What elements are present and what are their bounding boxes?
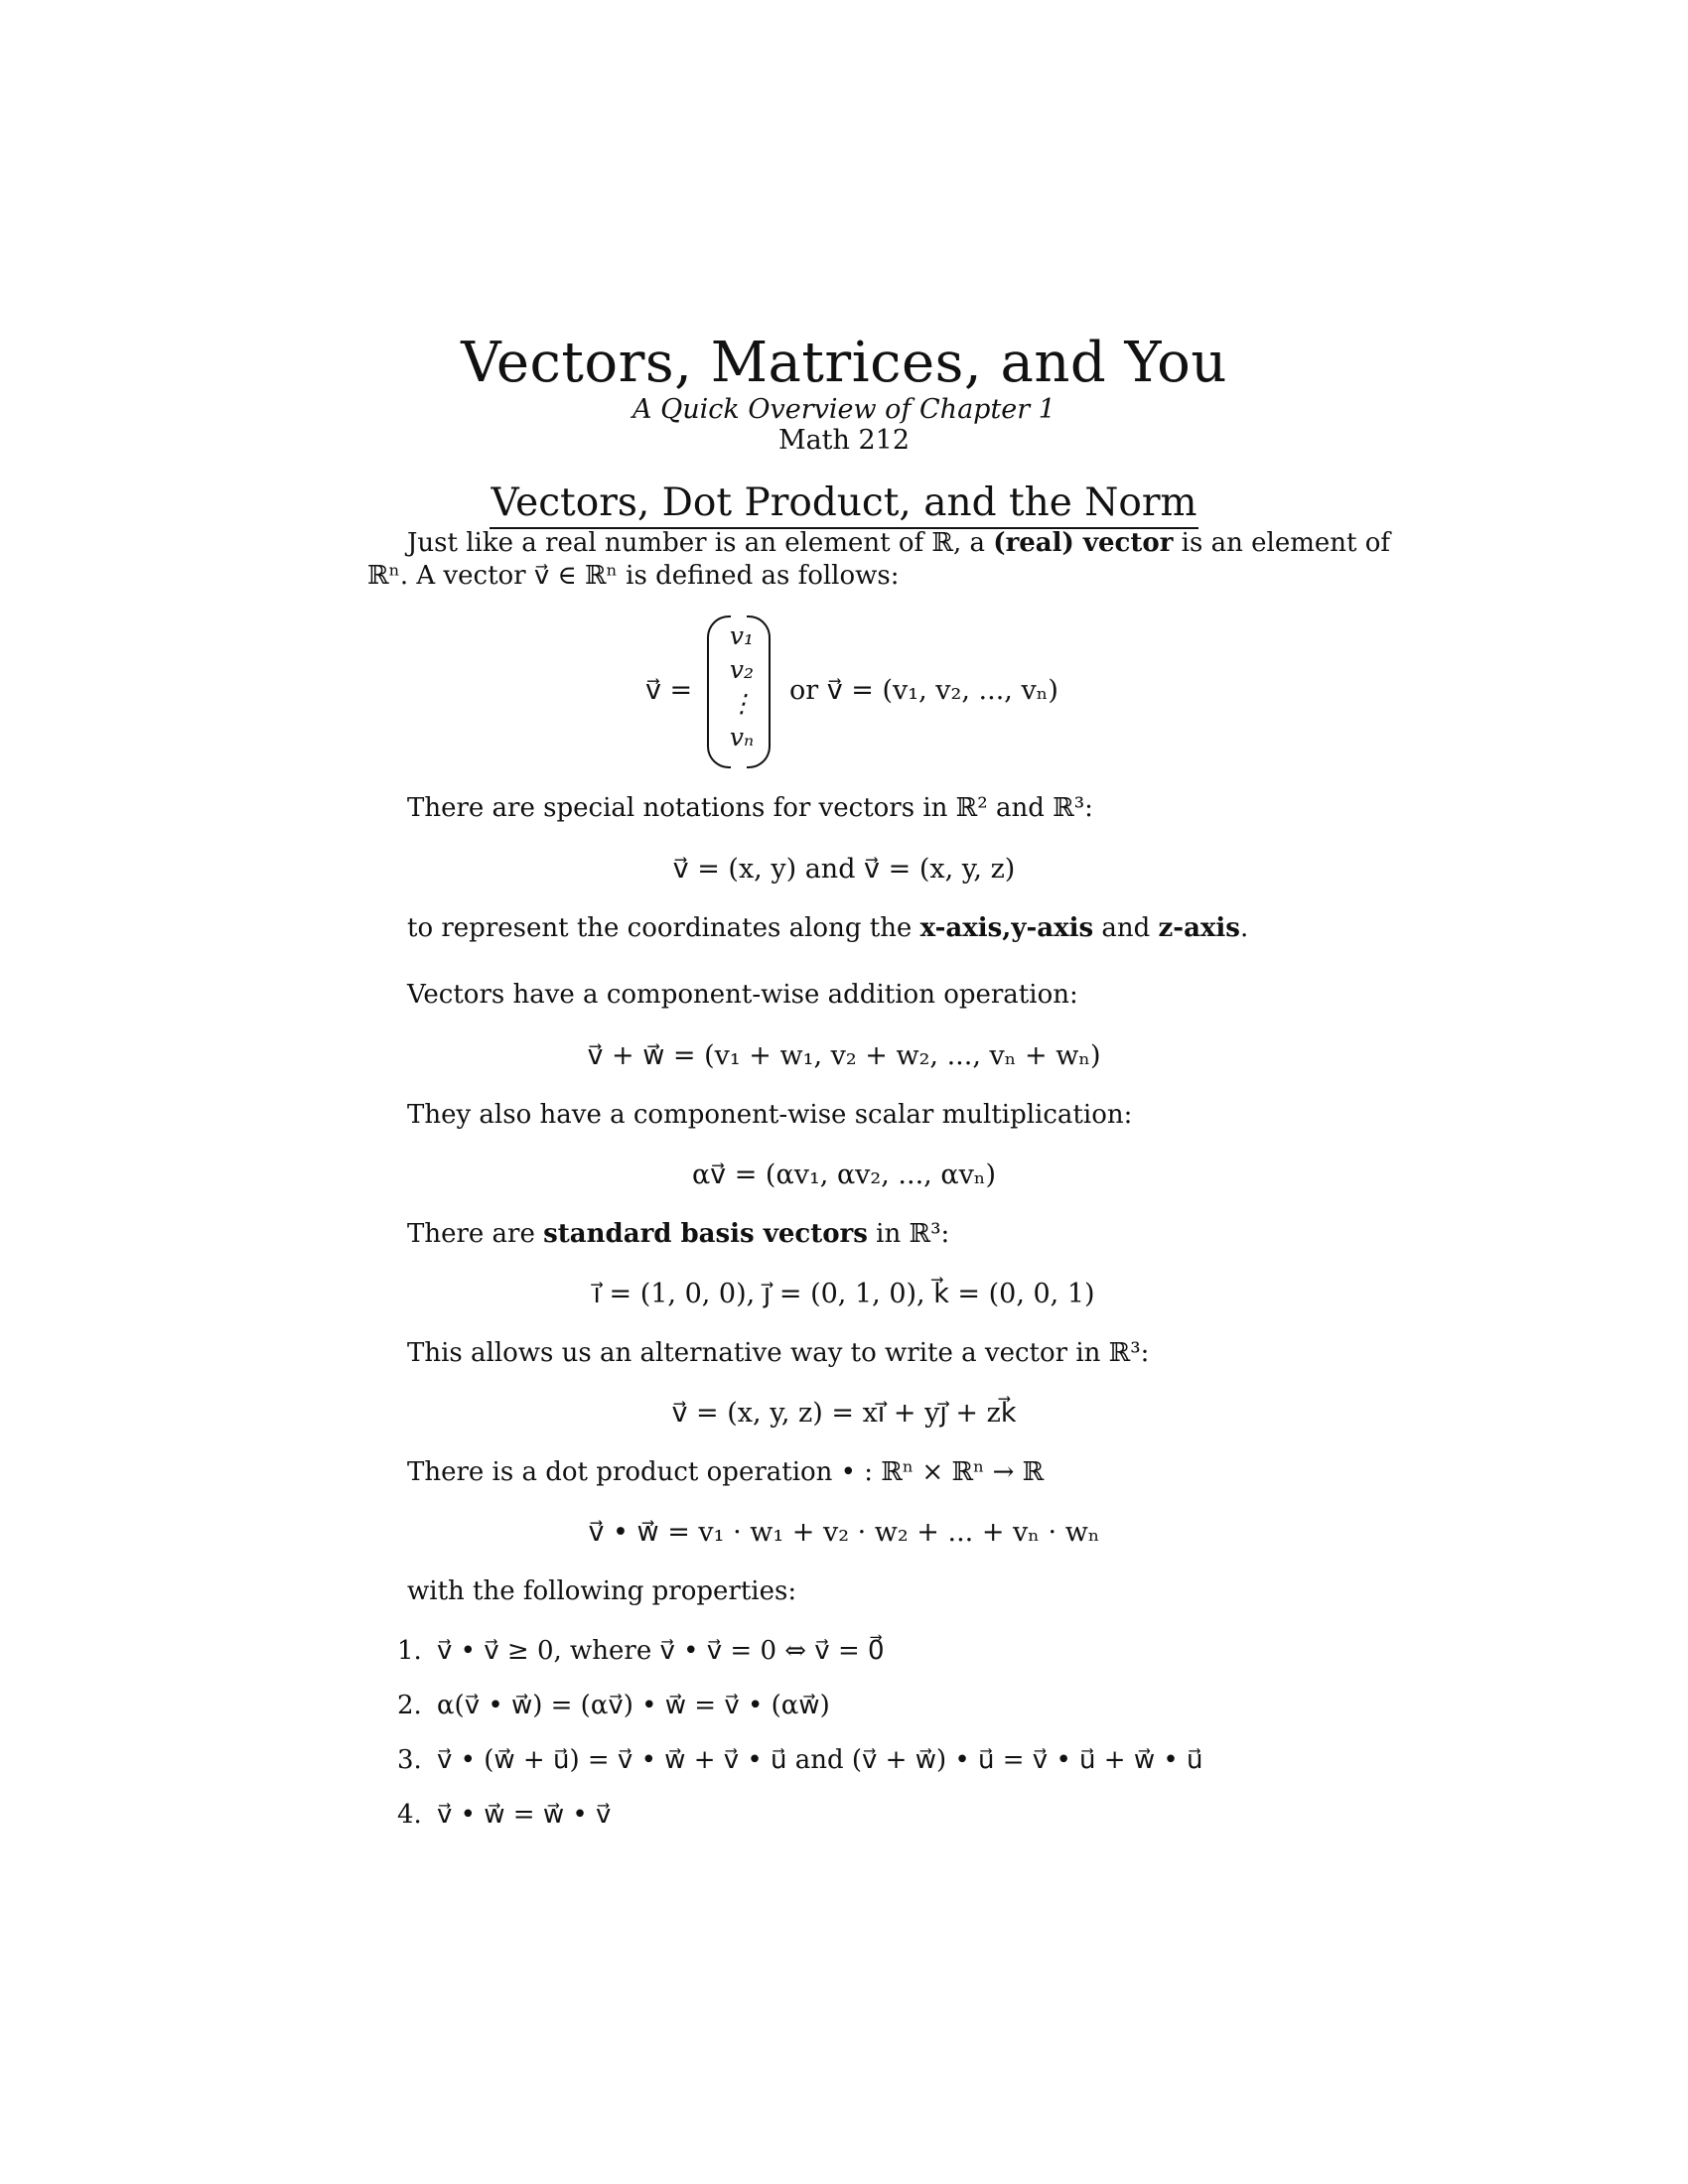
property-number: 1. xyxy=(397,1636,422,1666)
basis-bold-term: standard basis vectors xyxy=(543,1219,868,1249)
property-number: 2. xyxy=(397,1691,422,1720)
dot-product-equation: v⃗ • w⃗ = v₁ · w₁ + v₂ · w₂ + ... + vₙ · wₙ xyxy=(588,1517,1100,1548)
property-number: 3. xyxy=(397,1745,422,1775)
property-number: 4. xyxy=(397,1800,422,1830)
document-title: Vectors, Matrices, and You xyxy=(461,331,1227,395)
property-item xyxy=(397,1636,885,1666)
property-item xyxy=(397,1691,830,1720)
alternative-form-equation: v⃗ = (x, y, z) = xi⃗ + yj⃗ + zk⃗ xyxy=(671,1398,1017,1429)
property-item xyxy=(397,1800,611,1830)
column-vector-lhs: v⃗ = xyxy=(645,675,693,706)
intro-text-b: is an element of xyxy=(1173,528,1390,558)
basis-equation: i⃗ = (1, 0, 0), j⃗ = (0, 1, 0), k⃗ = (0, 0, 1) xyxy=(593,1279,1095,1309)
document-subtitle: A Quick Overview of Chapter 1 xyxy=(633,394,1055,425)
basis-text-b: in ℝ³: xyxy=(867,1219,950,1249)
property-text: v⃗ • v⃗ ≥ 0, where v⃗ • v⃗ = 0 ⇔ v⃗ = 0⃗ xyxy=(437,1636,885,1666)
scalar-intro: They also have a component-wise scalar multiplication: xyxy=(407,1100,1133,1130)
scalar-equation: αv⃗ = (αv₁, αv₂, ..., αvₙ) xyxy=(691,1160,997,1190)
coordinates-bold-axes: x-axis,y-axis xyxy=(919,913,1094,943)
intro-line-2: ℝⁿ. A vector v⃗ ∈ ℝⁿ is defined as follows: xyxy=(367,561,900,591)
property-item xyxy=(397,1745,1202,1775)
row-vector-form: or v⃗ = (v₁, v₂, ..., vₙ) xyxy=(789,675,1058,706)
addition-intro: Vectors have a component-wise addition operation: xyxy=(407,980,1078,1010)
intro-line-1 xyxy=(407,526,1390,560)
intro-bold-term: (real) vector xyxy=(993,528,1174,558)
property-text: v⃗ • (w⃗ + u⃗) = v⃗ • w⃗ + v⃗ • u⃗ and (v⃗ + w⃗) • u⃗ = v⃗ • u⃗ + w⃗ • u⃗ xyxy=(437,1745,1203,1775)
right-paren xyxy=(747,615,771,768)
course-label: Math 212 xyxy=(777,425,911,456)
intro-text-a: Just like a real number is an element of ℝ, a xyxy=(407,528,994,558)
section-title xyxy=(0,480,1688,525)
column-vector-entry: v₂ xyxy=(729,655,755,684)
section-title-text: Vectors, Dot Product, and the Norm xyxy=(490,480,1199,529)
basis-intro xyxy=(407,1217,949,1251)
column-vector-definition xyxy=(0,614,1688,772)
column-vector-entry: ⋮ xyxy=(729,689,755,718)
special-notation-equation: v⃗ = (x, y) and v⃗ = (x, y, z) xyxy=(672,854,1016,885)
column-vector-entry: v₁ xyxy=(729,621,755,650)
dot-product-intro: There is a dot product operation • : ℝⁿ × ℝⁿ → ℝ xyxy=(407,1457,1045,1487)
coordinates-text-b: and xyxy=(1093,913,1159,943)
coordinates-bold-z: z-axis xyxy=(1158,913,1240,943)
property-text: α(v⃗ • w⃗) = (αv⃗) • w⃗ = v⃗ • (αw⃗) xyxy=(437,1691,830,1720)
coordinates-text xyxy=(407,911,1248,945)
property-text: v⃗ • w⃗ = w⃗ • v⃗ xyxy=(437,1800,612,1830)
coordinates-text-a: to represent the coordinates along the xyxy=(407,913,920,943)
column-vector-entry: vₙ xyxy=(729,723,755,751)
basis-text-a: There are xyxy=(407,1219,544,1249)
coordinates-text-c: . xyxy=(1239,913,1249,943)
special-notation-text: There are special notations for vectors in ℝ² and ℝ³: xyxy=(407,793,1093,823)
alternative-form-intro: This allows us an alternative way to write a vector in ℝ³: xyxy=(407,1338,1150,1368)
properties-intro: with the following properties: xyxy=(407,1576,797,1606)
addition-equation: v⃗ + w⃗ = (v₁ + w₁, v₂ + w₂, ..., vₙ + wₙ) xyxy=(587,1040,1101,1071)
